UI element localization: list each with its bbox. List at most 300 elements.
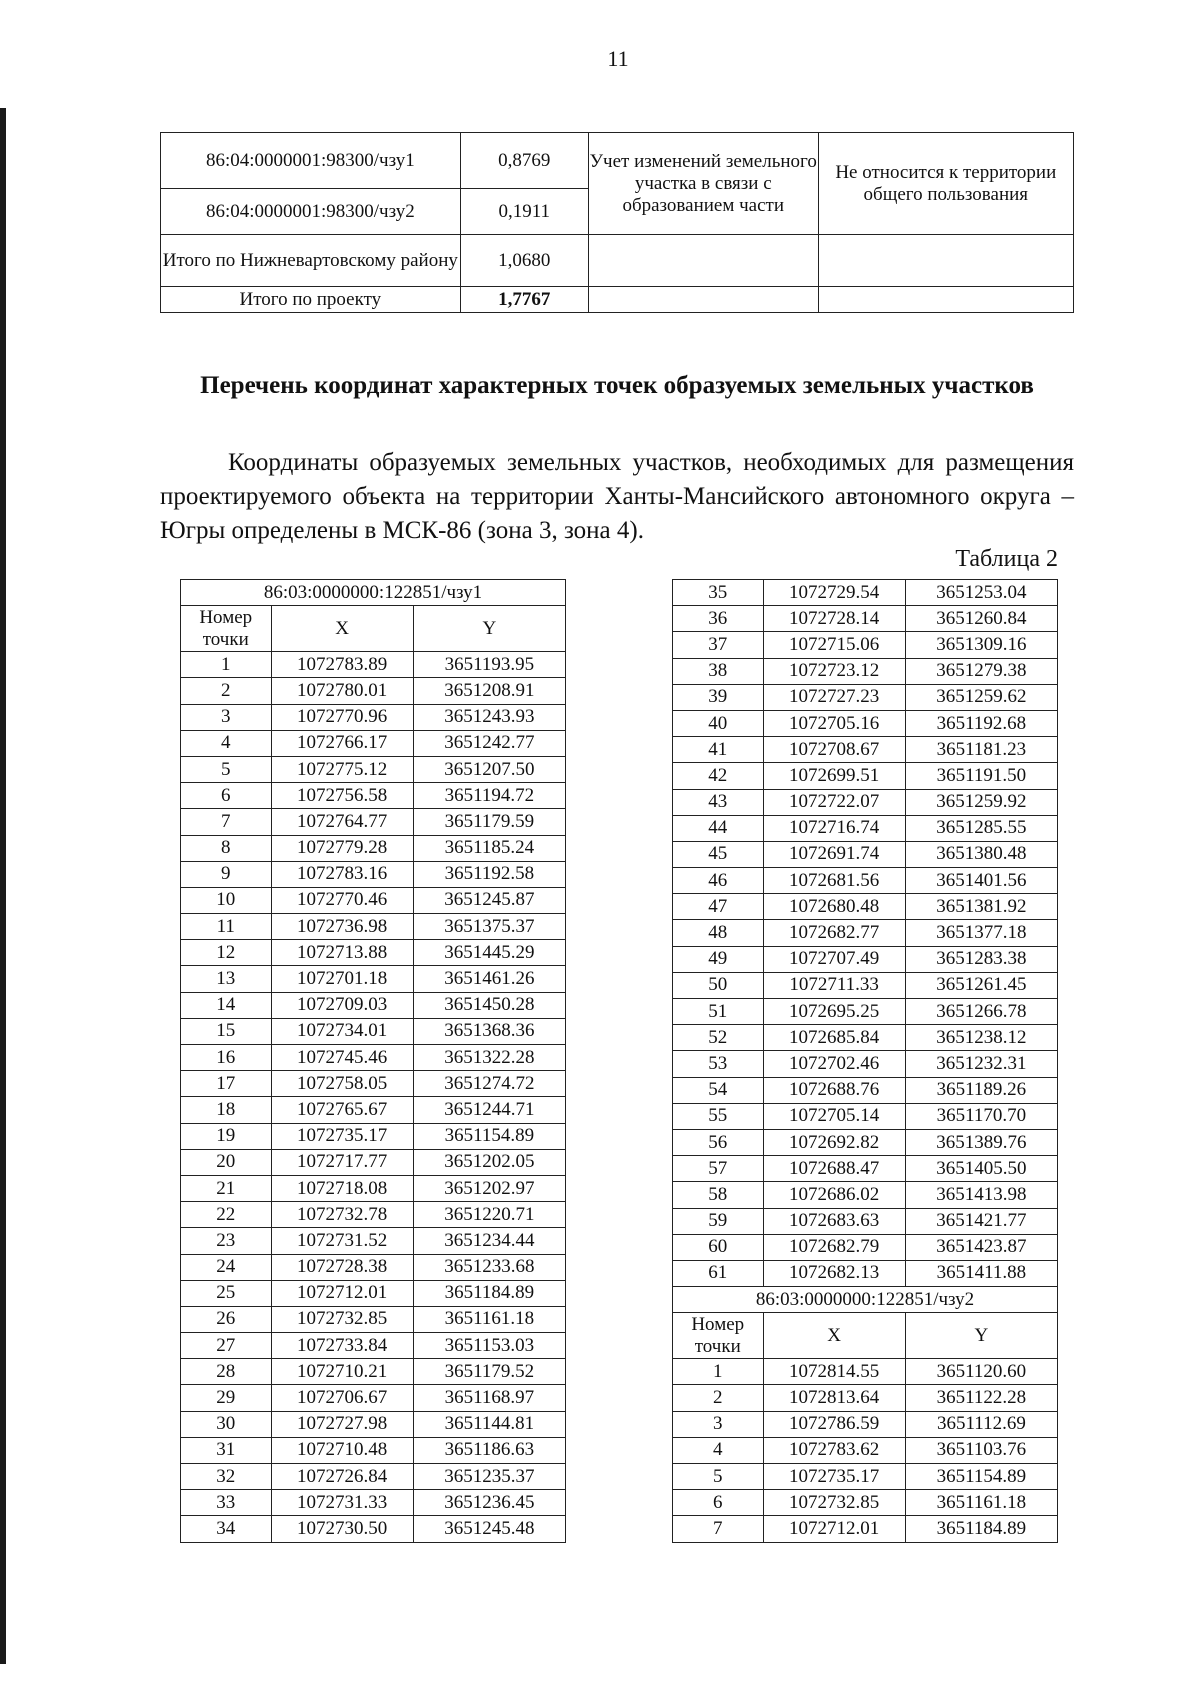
x-coordinate-cell: 1072682.77 [763, 920, 905, 946]
x-coordinate-cell: 1072783.89 [271, 652, 413, 678]
table-row [181, 1359, 566, 1385]
y-coordinate-cell: 3651170.70 [905, 1103, 1057, 1129]
y-coordinate-cell: 3651154.89 [413, 1123, 565, 1149]
x-coordinate-cell: 1072733.84 [271, 1333, 413, 1359]
point-number-cell: 35 [673, 580, 764, 606]
table-row [181, 1149, 566, 1175]
table-row [673, 789, 1058, 815]
x-coordinate-cell: 1072683.63 [763, 1208, 905, 1234]
x-coordinate-cell: 1072731.52 [271, 1228, 413, 1254]
point-number-cell: 46 [673, 868, 764, 894]
x-coordinate-cell: 1072726.84 [271, 1464, 413, 1490]
point-number-cell: 44 [673, 815, 764, 841]
parcel-name-cell: 86:04:0000001:98300/чзу1 [161, 133, 461, 189]
table-row [181, 1254, 566, 1280]
point-number-cell: 27 [181, 1333, 272, 1359]
empty-cell [818, 287, 1073, 313]
table-row [673, 710, 1058, 736]
x-coordinate-cell: 1072722.07 [763, 789, 905, 815]
point-number-cell: 48 [673, 920, 764, 946]
y-coordinate-cell: 3651207.50 [413, 756, 565, 782]
point-number-cell: 3 [673, 1411, 764, 1437]
parcel-name-cell: 86:04:0000001:98300/чзу2 [161, 189, 461, 235]
table-row [181, 887, 566, 913]
project-total-row [161, 287, 1074, 313]
table-row [181, 1516, 566, 1542]
y-coordinate-cell: 3651191.50 [905, 763, 1057, 789]
table-row [181, 652, 566, 678]
table-row [181, 992, 566, 1018]
point-number-cell: 15 [181, 1018, 272, 1044]
x-coordinate-cell: 1072766.17 [271, 730, 413, 756]
column-header-row [673, 1313, 1058, 1359]
point-number-cell: 7 [673, 1516, 764, 1542]
point-number-cell: 43 [673, 789, 764, 815]
y-coordinate-cell: 3651285.55 [905, 815, 1057, 841]
table-row [181, 1018, 566, 1044]
y-coordinate-cell: 3651261.45 [905, 972, 1057, 998]
table-row [673, 737, 1058, 763]
x-coordinate-cell: 1072732.78 [271, 1202, 413, 1228]
category-cell: Не относится к территории общего пользования [818, 133, 1073, 235]
table-row [673, 1359, 1058, 1385]
x-coordinate-cell: 1072711.33 [763, 972, 905, 998]
x-coordinate-cell: 1072783.62 [763, 1437, 905, 1463]
table-row [161, 133, 1074, 189]
parcel-title: 86:03:0000000:122851/чзу2 [673, 1287, 1058, 1313]
point-number-header: Номер точки [673, 1313, 764, 1359]
y-coordinate-cell: 3651381.92 [905, 894, 1057, 920]
x-coordinate-cell: 1072710.21 [271, 1359, 413, 1385]
point-number-cell: 47 [673, 894, 764, 920]
table-row [673, 999, 1058, 1025]
point-number-cell: 28 [181, 1359, 272, 1385]
x-coordinate-cell: 1072734.01 [271, 1018, 413, 1044]
parcel-area-cell: 0,8769 [460, 133, 588, 189]
table-row [181, 1045, 566, 1071]
x-coordinate-cell: 1072764.77 [271, 809, 413, 835]
empty-cell [588, 235, 818, 287]
y-coordinate-cell: 3651423.87 [905, 1234, 1057, 1260]
y-coordinate-cell: 3651450.28 [413, 992, 565, 1018]
x-coordinate-cell: 1072732.85 [271, 1306, 413, 1332]
x-coordinate-cell: 1072735.17 [271, 1123, 413, 1149]
table-row [673, 684, 1058, 710]
table-row [181, 861, 566, 887]
y-coordinate-cell: 3651192.58 [413, 861, 565, 887]
table-row [673, 868, 1058, 894]
y-coordinate-cell: 3651245.87 [413, 887, 565, 913]
table-row [181, 835, 566, 861]
point-number-cell: 6 [673, 1490, 764, 1516]
table-row [673, 815, 1058, 841]
x-coordinate-cell: 1072780.01 [271, 678, 413, 704]
table-row [181, 756, 566, 782]
x-coordinate-cell: 1072728.38 [271, 1254, 413, 1280]
page-number: 11 [607, 46, 629, 71]
x-coordinate-cell: 1072708.67 [763, 737, 905, 763]
point-number-cell: 22 [181, 1202, 272, 1228]
x-coordinate-cell: 1072723.12 [763, 658, 905, 684]
y-coordinate-cell: 3651179.59 [413, 809, 565, 835]
x-coordinate-cell: 1072770.46 [271, 887, 413, 913]
table-row [673, 763, 1058, 789]
point-number-cell: 53 [673, 1051, 764, 1077]
y-coordinate-cell: 3651184.89 [413, 1280, 565, 1306]
y-coordinate-cell: 3651244.71 [413, 1097, 565, 1123]
y-coordinate-cell: 3651274.72 [413, 1071, 565, 1097]
empty-cell [818, 235, 1073, 287]
column-header-row [181, 606, 566, 652]
table-row [181, 1228, 566, 1254]
y-coordinate-cell: 3651259.92 [905, 789, 1057, 815]
y-coordinate-cell: 3651179.52 [413, 1359, 565, 1385]
x-coordinate-cell: 1072736.98 [271, 914, 413, 940]
table-row [673, 1129, 1058, 1155]
point-number-cell: 54 [673, 1077, 764, 1103]
point-number-cell: 8 [181, 835, 272, 861]
point-number-cell: 37 [673, 632, 764, 658]
table-row [181, 1175, 566, 1201]
y-coordinate-cell: 3651259.62 [905, 684, 1057, 710]
y-coordinate-cell: 3651461.26 [413, 966, 565, 992]
table-row [673, 658, 1058, 684]
x-coordinate-cell: 1072699.51 [763, 763, 905, 789]
table-row [181, 1411, 566, 1437]
empty-cell [588, 287, 818, 313]
x-coordinate-cell: 1072686.02 [763, 1182, 905, 1208]
y-coordinate-cell: 3651232.31 [905, 1051, 1057, 1077]
x-coordinate-cell: 1072729.54 [763, 580, 905, 606]
y-coordinate-cell: 3651161.18 [905, 1490, 1057, 1516]
point-number-cell: 41 [673, 737, 764, 763]
x-coordinate-cell: 1072712.01 [271, 1280, 413, 1306]
x-coordinate-cell: 1072717.77 [271, 1149, 413, 1175]
x-coordinate-cell: 1072715.06 [763, 632, 905, 658]
point-number-cell: 2 [673, 1385, 764, 1411]
y-coordinate-cell: 3651233.68 [413, 1254, 565, 1280]
table-row [181, 1097, 566, 1123]
point-number-cell: 61 [673, 1260, 764, 1286]
coordinates-table-left [180, 579, 566, 1543]
y-coordinate-cell: 3651389.76 [905, 1129, 1057, 1155]
table-row [673, 1464, 1058, 1490]
x-coordinate-cell: 1072685.84 [763, 1025, 905, 1051]
section-heading: Перечень координат характерных точек образуемых земельных участков [200, 372, 1034, 399]
table-row [673, 920, 1058, 946]
x-coordinate-cell: 1072706.67 [271, 1385, 413, 1411]
x-coordinate-cell: 1072765.67 [271, 1097, 413, 1123]
y-coordinate-cell: 3651368.36 [413, 1018, 565, 1044]
table-row [181, 1071, 566, 1097]
x-coordinate-cell: 1072680.48 [763, 894, 905, 920]
point-number-cell: 13 [181, 966, 272, 992]
y-coordinate-cell: 3651309.16 [905, 632, 1057, 658]
y-coordinate-cell: 3651185.24 [413, 835, 565, 861]
x-coordinate-cell: 1072813.64 [763, 1385, 905, 1411]
x-coordinate-cell: 1072682.13 [763, 1260, 905, 1286]
table-row [673, 1208, 1058, 1234]
purpose-cell: Учет изменений земельного участка в связи с образованием части [588, 133, 818, 235]
table-row [673, 1025, 1058, 1051]
y-coordinate-cell: 3651413.98 [905, 1182, 1057, 1208]
x-coordinate-cell: 1072758.05 [271, 1071, 413, 1097]
y-coordinate-cell: 3651421.77 [905, 1208, 1057, 1234]
x-coordinate-cell: 1072688.47 [763, 1156, 905, 1182]
x-coordinate-cell: 1072775.12 [271, 756, 413, 782]
point-number-cell: 57 [673, 1156, 764, 1182]
table-row [181, 1490, 566, 1516]
point-number-cell: 51 [673, 999, 764, 1025]
point-number-cell: 5 [673, 1464, 764, 1490]
y-coordinate-cell: 3651235.37 [413, 1464, 565, 1490]
x-coordinate-cell: 1072728.14 [763, 606, 905, 632]
table-row [181, 966, 566, 992]
point-number-cell: 20 [181, 1149, 272, 1175]
table-row [181, 809, 566, 835]
y-coordinate-cell: 3651122.28 [905, 1385, 1057, 1411]
x-coordinate-cell: 1072688.76 [763, 1077, 905, 1103]
point-number-cell: 45 [673, 841, 764, 867]
summary-table [160, 132, 1074, 313]
y-coordinate-cell: 3651375.37 [413, 914, 565, 940]
x-coordinate-cell: 1072770.96 [271, 704, 413, 730]
y-coordinate-cell: 3651401.56 [905, 868, 1057, 894]
x-coordinate-cell: 1072786.59 [763, 1411, 905, 1437]
table-row [673, 1077, 1058, 1103]
project-total-label: Итого по проекту [161, 287, 461, 313]
table-row [181, 1280, 566, 1306]
x-coordinate-cell: 1072718.08 [271, 1175, 413, 1201]
x-coordinate-cell: 1072682.79 [763, 1234, 905, 1260]
table-caption: Таблица 2 [955, 546, 1058, 572]
point-number-cell: 60 [673, 1234, 764, 1260]
point-number-cell: 32 [181, 1464, 272, 1490]
y-coordinate-cell: 3651445.29 [413, 940, 565, 966]
point-number-cell: 3 [181, 704, 272, 730]
y-coordinate-cell: 3651184.89 [905, 1516, 1057, 1542]
point-number-cell: 55 [673, 1103, 764, 1129]
table-row [181, 678, 566, 704]
y-coordinate-cell: 3651377.18 [905, 920, 1057, 946]
table-row [181, 1385, 566, 1411]
y-coordinate-cell: 3651186.63 [413, 1437, 565, 1463]
table-row [673, 1437, 1058, 1463]
y-coordinate-cell: 3651220.71 [413, 1202, 565, 1228]
y-coordinate-cell: 3651154.89 [905, 1464, 1057, 1490]
y-coordinate-cell: 3651202.05 [413, 1149, 565, 1175]
y-coordinate-cell: 3651380.48 [905, 841, 1057, 867]
x-coordinate-cell: 1072731.33 [271, 1490, 413, 1516]
point-number-cell: 7 [181, 809, 272, 835]
table-row [673, 1411, 1058, 1437]
parcel-title-row [673, 1287, 1058, 1313]
x-coordinate-cell: 1072727.98 [271, 1411, 413, 1437]
point-number-cell: 16 [181, 1045, 272, 1071]
x-coordinate-cell: 1072691.74 [763, 841, 905, 867]
y-coordinate-cell: 3651181.23 [905, 737, 1057, 763]
point-number-cell: 6 [181, 783, 272, 809]
point-number-cell: 29 [181, 1385, 272, 1411]
parcel-title-row [181, 580, 566, 606]
x-coordinate-cell: 1072713.88 [271, 940, 413, 966]
parcel-area-cell: 0,1911 [460, 189, 588, 235]
table-row [181, 940, 566, 966]
table-row [673, 1182, 1058, 1208]
table-row [673, 894, 1058, 920]
point-number-cell: 31 [181, 1437, 272, 1463]
x-coordinate-cell: 1072695.25 [763, 999, 905, 1025]
table-row [673, 841, 1058, 867]
x-coordinate-cell: 1072756.58 [271, 783, 413, 809]
district-total-value: 1,0680 [460, 235, 588, 287]
coordinates-table-right [672, 579, 1058, 1543]
point-number-cell: 14 [181, 992, 272, 1018]
table-row [673, 632, 1058, 658]
x-coordinate-cell: 1072727.23 [763, 684, 905, 710]
point-number-cell: 2 [181, 678, 272, 704]
point-number-cell: 30 [181, 1411, 272, 1437]
y-coordinate-cell: 3651103.76 [905, 1437, 1057, 1463]
table-row [181, 1464, 566, 1490]
y-coordinate-cell: 3651202.97 [413, 1175, 565, 1201]
y-coordinate-cell: 3651153.03 [413, 1333, 565, 1359]
y-coordinate-cell: 3651112.69 [905, 1411, 1057, 1437]
table-row [181, 1306, 566, 1332]
point-number-cell: 56 [673, 1129, 764, 1155]
point-number-cell: 58 [673, 1182, 764, 1208]
y-coordinate-cell: 3651243.93 [413, 704, 565, 730]
x-coordinate-cell: 1072712.01 [763, 1516, 905, 1542]
point-number-cell: 19 [181, 1123, 272, 1149]
point-number-cell: 59 [673, 1208, 764, 1234]
point-number-cell: 39 [673, 684, 764, 710]
point-number-cell: 42 [673, 763, 764, 789]
point-number-cell: 25 [181, 1280, 272, 1306]
point-number-cell: 49 [673, 946, 764, 972]
point-number-cell: 23 [181, 1228, 272, 1254]
x-coordinate-cell: 1072783.16 [271, 861, 413, 887]
table-row [673, 1156, 1058, 1182]
table-row [673, 1051, 1058, 1077]
table-row [181, 1123, 566, 1149]
parcel-title: 86:03:0000000:122851/чзу1 [181, 580, 566, 606]
y-coordinate-cell: 3651283.38 [905, 946, 1057, 972]
y-coordinate-cell: 3651208.91 [413, 678, 565, 704]
x-coordinate-cell: 1072735.17 [763, 1464, 905, 1490]
y-coordinate-cell: 3651253.04 [905, 580, 1057, 606]
point-number-cell: 52 [673, 1025, 764, 1051]
x-coordinate-cell: 1072745.46 [271, 1045, 413, 1071]
x-coordinate-cell: 1072705.16 [763, 710, 905, 736]
y-coordinate-cell: 3651236.45 [413, 1490, 565, 1516]
table-row [181, 704, 566, 730]
intro-paragraph: Координаты образуемых земельных участков, необходимых для размещения проектируемого объекта на территории Ханты-Мансийского автономного округа – Югры определены в МСК-86 (зона 3, зона 4). [160, 449, 1074, 544]
x-coordinate-cell: 1072732.85 [763, 1490, 905, 1516]
point-number-cell: 38 [673, 658, 764, 684]
point-number-cell: 50 [673, 972, 764, 998]
y-header: Y [413, 606, 565, 652]
y-coordinate-cell: 3651168.97 [413, 1385, 565, 1411]
table-row [181, 1202, 566, 1228]
point-number-cell: 26 [181, 1306, 272, 1332]
y-coordinate-cell: 3651161.18 [413, 1306, 565, 1332]
project-total-value: 1,7767 [460, 287, 588, 313]
point-number-cell: 4 [181, 730, 272, 756]
point-number-cell: 18 [181, 1097, 272, 1123]
point-number-cell: 24 [181, 1254, 272, 1280]
scan-edge-bar [0, 108, 6, 1664]
x-coordinate-cell: 1072705.14 [763, 1103, 905, 1129]
point-number-cell: 40 [673, 710, 764, 736]
table-row [673, 946, 1058, 972]
y-coordinate-cell: 3651194.72 [413, 783, 565, 809]
district-total-row [161, 235, 1074, 287]
y-coordinate-cell: 3651238.12 [905, 1025, 1057, 1051]
table-row [673, 1385, 1058, 1411]
point-number-cell: 1 [673, 1359, 764, 1385]
table-row [673, 1260, 1058, 1286]
x-coordinate-cell: 1072814.55 [763, 1359, 905, 1385]
district-total-label: Итого по Нижневартовскому району [161, 235, 461, 287]
table-row [181, 1333, 566, 1359]
table-row [673, 1103, 1058, 1129]
table-row [673, 1516, 1058, 1542]
y-coordinate-cell: 3651242.77 [413, 730, 565, 756]
table-row [181, 730, 566, 756]
point-number-header: Номер точки [181, 606, 272, 652]
table-row [181, 1437, 566, 1463]
point-number-cell: 33 [181, 1490, 272, 1516]
x-coordinate-cell: 1072779.28 [271, 835, 413, 861]
y-coordinate-cell: 3651279.38 [905, 658, 1057, 684]
point-number-cell: 12 [181, 940, 272, 966]
x-coordinate-cell: 1072730.50 [271, 1516, 413, 1542]
x-coordinate-cell: 1072701.18 [271, 966, 413, 992]
point-number-cell: 36 [673, 606, 764, 632]
x-header: X [763, 1313, 905, 1359]
y-coordinate-cell: 3651245.48 [413, 1516, 565, 1542]
point-number-cell: 17 [181, 1071, 272, 1097]
y-coordinate-cell: 3651193.95 [413, 652, 565, 678]
y-coordinate-cell: 3651120.60 [905, 1359, 1057, 1385]
x-coordinate-cell: 1072710.48 [271, 1437, 413, 1463]
point-number-cell: 5 [181, 756, 272, 782]
table-row [181, 783, 566, 809]
table-row [673, 1234, 1058, 1260]
point-number-cell: 11 [181, 914, 272, 940]
table-row [181, 914, 566, 940]
point-number-cell: 9 [181, 861, 272, 887]
point-number-cell: 21 [181, 1175, 272, 1201]
y-header: Y [905, 1313, 1057, 1359]
table-row [673, 606, 1058, 632]
x-coordinate-cell: 1072716.74 [763, 815, 905, 841]
y-coordinate-cell: 3651266.78 [905, 999, 1057, 1025]
point-number-cell: 34 [181, 1516, 272, 1542]
y-coordinate-cell: 3651234.44 [413, 1228, 565, 1254]
point-number-cell: 10 [181, 887, 272, 913]
x-coordinate-cell: 1072707.49 [763, 946, 905, 972]
table-row [673, 1490, 1058, 1516]
point-number-cell: 1 [181, 652, 272, 678]
y-coordinate-cell: 3651411.88 [905, 1260, 1057, 1286]
x-header: X [271, 606, 413, 652]
y-coordinate-cell: 3651192.68 [905, 710, 1057, 736]
y-coordinate-cell: 3651260.84 [905, 606, 1057, 632]
y-coordinate-cell: 3651144.81 [413, 1411, 565, 1437]
x-coordinate-cell: 1072681.56 [763, 868, 905, 894]
